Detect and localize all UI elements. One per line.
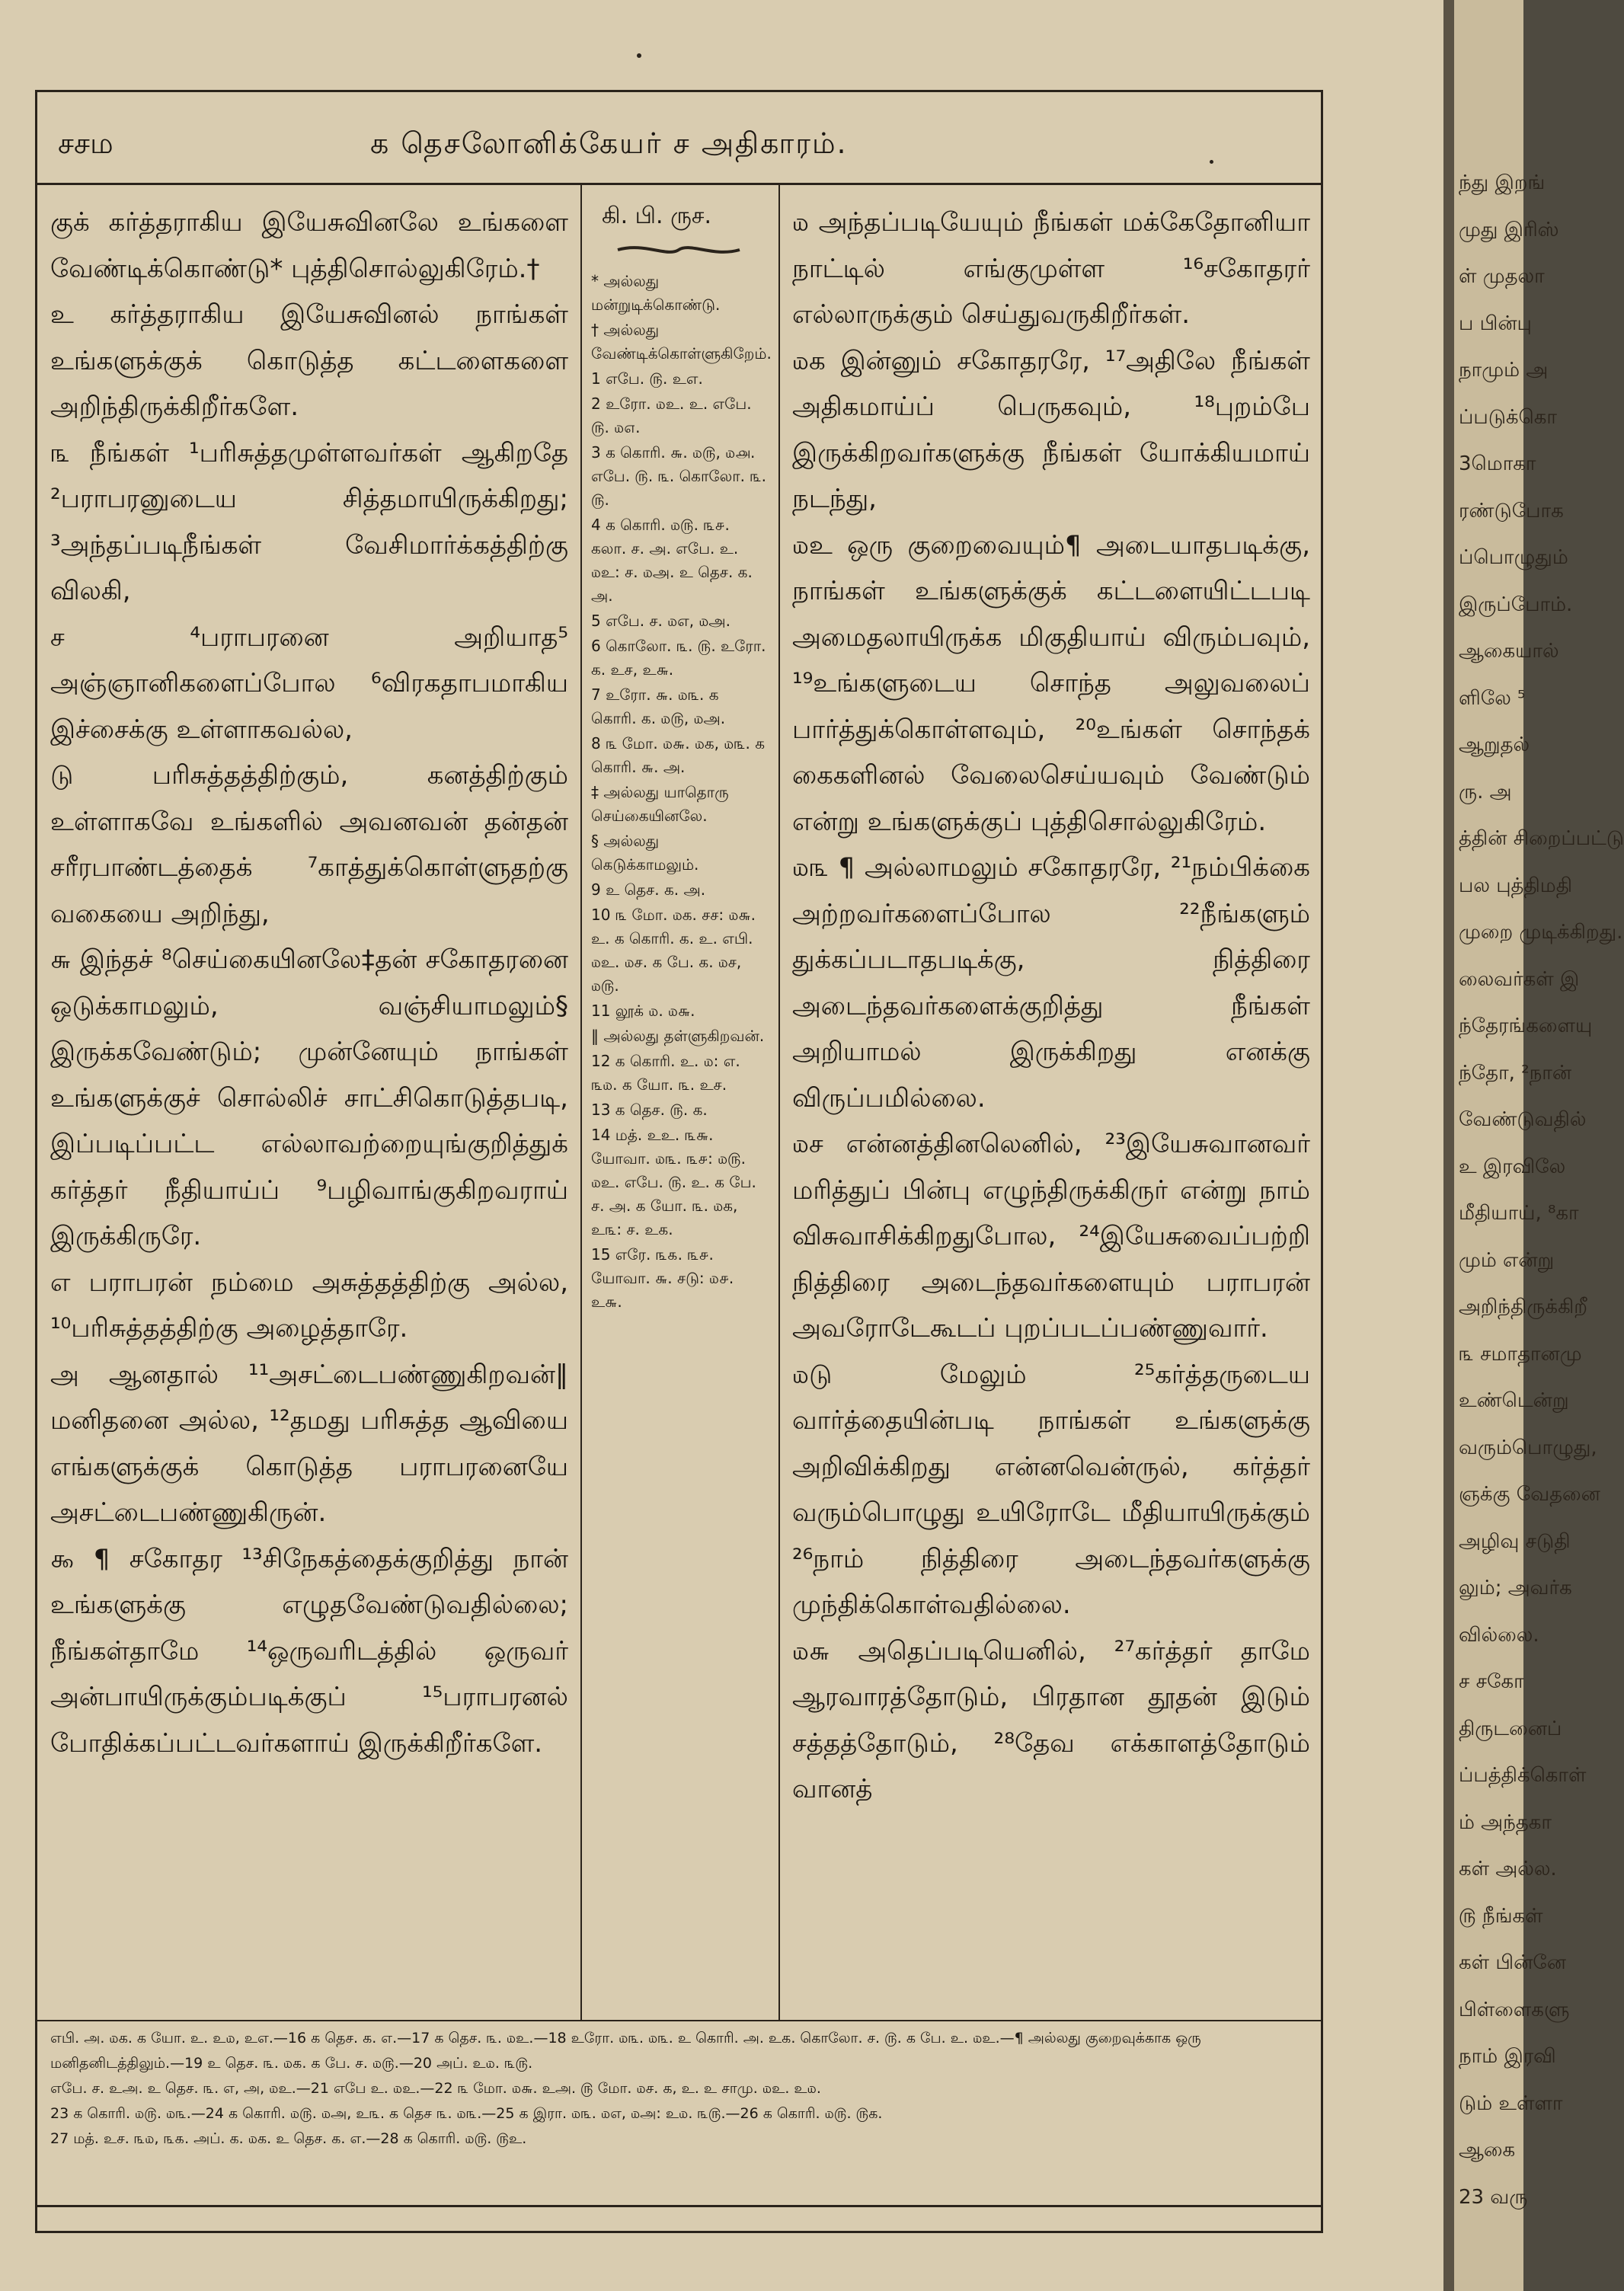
adjacent-page-text: அழிவு சடுதி — [1459, 1529, 1571, 1553]
adjacent-page-text: ந்து இறங் — [1459, 171, 1546, 194]
cross-reference: 9 உ தெச. க. அ. — [591, 880, 706, 899]
cross-reference: ‖ அல்லது தள்ளுகிறவன். — [591, 1027, 765, 1045]
adjacent-page-text: 3மொகா — [1459, 452, 1536, 475]
column-divider-right — [778, 184, 780, 2020]
verse: ௰ச என்னத்தினலெனில், ²³இயேசுவானவர் மரித்துப் பின்பு எழுந்திருக்கிருர் என்று நாம் விசுவாசிக்கிறதுபோல, ²⁴இயேசுவைப்பற்றி நித்திரை அடைந்தவர்களையும் பராபரன் அவரோடேகூடப் புறப்படப்பண்ணுவார். — [792, 1129, 1310, 1344]
print-speck — [637, 53, 641, 58]
column-divider-left — [580, 184, 582, 2020]
cross-reference: 2 உரோ. ௰உ. உ. எபே. ௫. ௰௭. — [591, 395, 752, 436]
adjacent-page-text: 23 வரு — [1459, 2185, 1528, 2209]
adjacent-page-edge — [1443, 0, 1624, 2291]
adjacent-page-text: இருப்போம். — [1459, 593, 1573, 616]
adjacent-page-text: ஆறுதல் — [1459, 733, 1530, 756]
cross-reference: 14 மத். உஉ. ௩௬. யோவா. ௰௩. ௩௪: ௰௫. ௰உ. எபே. ௫. உ. க பே. ச. அ. க யோ. ௩. ௰க, உ௩: ச. உக. — [591, 1126, 756, 1238]
adjacent-page-text: அறிந்திருக்கிறீ — [1459, 1296, 1587, 1318]
verse: ௯ ¶ சகோதர ¹³சிநேகத்தைக்குறித்து நான் உங்களுக்கு எழுதவேண்டுவதில்லை; நீங்கள்தாமே ¹⁴ஒருவரிடத்தில் ஒருவர் அன்பாயிருக்கும்படிக்குப் ¹⁵பராபரனல் போதிக்கப்பட்டவர்களாய் இருக்கிறீர்களே. — [50, 1543, 568, 1759]
adjacent-page-text: ந்தோ, ²நான் — [1459, 1061, 1572, 1085]
adjacent-page-text: உ இரவிலே — [1459, 1155, 1566, 1178]
adjacent-page-text: உண்டென்று — [1459, 1389, 1569, 1412]
verse: எ பராபரன் நம்மை அசுத்தத்திற்கு அல்ல, ¹⁰பரிசுத்தத்திற்கு அழைத்தாரே. — [50, 1267, 568, 1344]
adjacent-page-text: ஞக்கு வேதனை — [1459, 1483, 1600, 1506]
adjacent-page-text: ப்படுக்கொ — [1459, 405, 1557, 429]
adjacent-page-text: ஆகையால் — [1459, 640, 1559, 663]
adjacent-page-text: லும்; அவர்க — [1459, 1577, 1572, 1599]
adjacent-page-text: மும் என்று — [1459, 1248, 1555, 1272]
adjacent-page-text: ச சகோ — [1459, 1670, 1524, 1693]
adjacent-page-text: ரண்டுபோக — [1459, 499, 1564, 522]
right-text-column — [792, 200, 1310, 1813]
cross-reference: ‡ அல்லது யாதொரு செய்கையினலே. — [591, 783, 729, 825]
adjacent-page-text: நாமும் அ — [1459, 359, 1549, 382]
adjacent-page-text: ௩ சமாதானமு — [1459, 1342, 1582, 1366]
adjacent-page-text: மீதியாய், ⁸கா — [1459, 1202, 1579, 1225]
running-header — [35, 114, 1322, 183]
adjacent-page-text: த்தின் சிறைப்பட்டு — [1459, 827, 1624, 850]
bottom-rule — [35, 2205, 1322, 2207]
adjacent-page-text: நாம் இரவி — [1459, 2045, 1556, 2068]
cross-reference: 15 எரே. ௩௧. ௩௪. யோவா. ௬. சடு: ௰௪. உ௬. — [591, 1245, 734, 1311]
adjacent-page-text: வரும்பொழுது, — [1459, 1436, 1597, 1459]
verse: ச ⁴பராபரனை அறியாத⁵ அஞ்ஞானிகளைப்போல ⁶விரகதாபமாகிய இச்சைக்கு உள்ளாகவல்ல, — [50, 621, 568, 745]
cross-reference: 1 எபே. ௫. உஎ. — [591, 369, 703, 388]
adjacent-page-text: ஆகை — [1459, 2139, 1516, 2162]
verse: ௰உ ஒரு குறைவையும்¶ அடையாதபடிக்கு, நாங்கள் உங்களுக்குக் கட்டளையிட்டபடி அமைதலாயிருக்க மிகுதியாய் விரும்பவும், ¹⁹உங்களுடைய சொந்த அலுவலைப் பார்த்துக்கொள்ளவும், ²⁰உங்கள் சொந்தக் கைகளினல் வேலைசெய்யவும் வேண்டும் என்று உங்களுக்குப் புத்திசொல்லுகிரேம். — [792, 529, 1310, 837]
verse: ௰டு மேலும் ²⁵கர்த்தருடைய வார்த்தையின்படி நாங்கள் உங்களுக்கு அறிவிக்கிறது என்னவென்ருல், கர்த்தர் வரும்பொழுது உயிரோடே மீதியாயிருக்கும் ²⁶நாம் நித்திரை அடைந்தவர்களுக்கு முந்திக்கொள்வதில்லை. — [792, 1359, 1310, 1620]
adjacent-page-text: ளிலே ⁵ — [1459, 686, 1526, 710]
footnote-line: 23 க கொரி. ௰௫. ௰௩.—24 க கொரி. ௰௫. ௰அ, உ௩. க தெச ௩. ௰௩.—25 க இரா. ௰௩. ௰எ, ௰அ: உ௰. ௩௫.—26 க கொரி. ௰௫. ௫க. — [50, 2105, 883, 2122]
verse: ௬ இந்தச் ⁸செய்கையினலே‡தன் சகோதரனை ஒடுக்காமலும், வஞ்சியாமலும்§ இருக்கவேண்டும்; முன்னேயும் நாங்கள் உங்களுக்குச் சொல்லிச் சாட்சிகொடுத்தபடி, இப்படிப்பட்ட எல்லாவற்றையுங்குறித்துக் கர்த்தர் நீதியாய்ப் ⁹பழிவாங்குகிறவராய் இருக்கிருரே. — [50, 944, 568, 1251]
adjacent-page-text: ள் முதலா — [1459, 265, 1545, 288]
adjacent-page-text: லைவர்கள் இ — [1459, 967, 1580, 991]
adjacent-page-text: ப்பொழுதும் — [1459, 546, 1568, 569]
footnote-line: எபே. ச. உஅ. உ தெச. ௩. எ, அ, ௰உ.—21 எபே உ. ௰உ.—22 ௩ மோ. ௰௬. உஅ. ௫ மோ. ௰ச. க, உ. உ சாமு. ௰உ. உ௰. — [50, 2080, 821, 2097]
adjacent-page-text: முது இரிஸ் — [1459, 218, 1559, 241]
adjacent-page-text: முறை முடிக்கிறது. — [1459, 921, 1623, 944]
cross-reference: 7 உரோ. ௬. ௰௩. க கொரி. க. ௰௫, ௰அ. — [591, 685, 726, 727]
cross-reference: * அல்லது மன்றுடிக்கொண்டு. — [591, 272, 721, 314]
adjacent-page-text: ம் அந்தகா — [1459, 1810, 1552, 1834]
cross-reference: 8 ௩ மோ. ௰௬. ௰க, ௰௩. க கொரி. ௬. அ. — [591, 734, 766, 776]
cross-reference-column — [591, 200, 772, 1315]
cross-reference: § அல்லது கெடுக்காமலும். — [591, 832, 699, 874]
adjacent-page-text: கள் அல்ல. — [1459, 1858, 1557, 1880]
verse: ௰ அந்தப்படியேயும் நீங்கள் மக்கேதோனியா நாட்டில் எங்குமுள்ள ¹⁶சகோதரர் எல்லாருக்கும் செய்துவருகிறீர்கள். — [792, 207, 1310, 330]
verse: டு பரிசுத்தத்திற்கும், கனத்திற்கும் உள்ளாகவே உங்களில் அவனவன் தன்தன் சரீரபாண்டத்தைக் ⁷காத்துக்கொள்ளுதற்கு வகையை அறிந்து, — [50, 760, 568, 929]
adjacent-page-text: திருடனைப் — [1459, 1717, 1562, 1740]
adjacent-page-text: டும் உள்ளா — [1459, 2091, 1563, 2115]
verse: உ கர்த்தராகிய இயேசுவினல் நாங்கள் உங்களுக்குக் கொடுத்த கட்டளைகளை அறிந்திருக்கிறீர்களே. — [50, 299, 568, 422]
footnotes — [50, 2026, 1315, 2152]
ornament-rule — [614, 241, 743, 259]
cross-reference: 13 க தெச. ௫. க. — [591, 1101, 708, 1119]
adjacent-page-text: ரு. அ — [1459, 780, 1512, 804]
left-text-column — [50, 200, 568, 1766]
date-heading: கி. பி. ருச. — [602, 203, 712, 229]
verse: ௰௩ ¶ அல்லாமலும் சகோதரரே, ²¹நம்பிக்கை அற்றவர்களைப்போல ²²நீங்களும் துக்கப்படாதபடிக்கு, நித்திரை அடைந்தவர்களைக்குறித்து நீங்கள் அறியாமல் இருக்கிறது எனக்கு விருப்பமில்லை. — [792, 852, 1310, 1114]
adjacent-page-text: வேண்டுவதில் — [1459, 1108, 1587, 1131]
cross-reference: 4 க கொரி. ௰௫. ௩௪. கலா. ச. அ. எபே. உ. ௰உ: ச. ௰அ. உ தெச. க. அ. — [591, 516, 753, 605]
cross-reference: 10 ௩ மோ. ௰க. சச: ௰௬. உ. க கொரி. க. உ. எபி. ௰உ. ௰ச. க பே. க. ௰ச, ௰௫. — [591, 906, 756, 995]
adjacent-page-text: பல புத்திமதி — [1459, 874, 1573, 897]
footnote-line: 27 மத். உச. ௩௰, ௩௧. அப். க. ௰க. உ தெச. க. எ.—28 க கொரி. ௰௫. ௫உ. — [50, 2130, 527, 2147]
header-rule — [35, 183, 1322, 185]
cross-reference: 12 க கொரி. உ. ௰: எ. ௩௰. க யோ. ௩. உச. — [591, 1052, 740, 1094]
adjacent-page-text: வில்லை. — [1459, 1623, 1539, 1647]
verse: ௰க இன்னும் சகோதரரே, ¹⁷அதிலே நீங்கள் அதிகமாய்ப் பெருகவும், ¹⁸புறம்பே இருக்கிறவர்களுக்கு நீங்கள் யோக்கியமாய் நடந்து, — [792, 345, 1310, 514]
adjacent-page-text: ப பின்பு — [1459, 312, 1532, 335]
cross-reference: † அல்லது வேண்டிக்கொள்ளுகிறேம். — [591, 321, 772, 363]
adjacent-page-text: கள் பின்னே — [1459, 1951, 1566, 1974]
page-title: க தெசலோனிக்கேயர் ச அதிகாரம். — [370, 126, 848, 160]
cross-reference: 11 லூக் ௰. ௰௬. — [591, 1002, 695, 1020]
verse: அ ஆனதால் ¹¹அசட்டைபண்ணுகிறவன்‖ மனிதனை அல்ல, ¹²தமது பரிசுத்த ஆவியை எங்களுக்குக் கொடுத்த பராபரனையே அசட்டைபண்ணுகிருன். — [50, 1359, 568, 1528]
verse: ௰௬ அதெப்படியெனில், ²⁷கர்த்தர் தாமே ஆரவாரத்தோடும், பிரதான தூதன் இடும் சத்தத்தோடும், ²⁸தேவ எக்காளத்தோடும் வானத் — [792, 1635, 1310, 1804]
adjacent-page-text: ௫ நீங்கள் — [1459, 1904, 1543, 1928]
cross-reference: 5 எபே. ச. ௰எ, ௰அ. — [591, 612, 730, 630]
adjacent-page-text: ந்தேரங்களையு — [1459, 1014, 1593, 1037]
verse: ௩ நீங்கள் ¹பரிசுத்தமுள்ளவர்கள் ஆகிறதே ²பராபரனுடைய சித்தமாயிருக்கிறது; ³அந்தப்படிநீங்கள் வேசிமார்க்கத்திற்கு விலகி, — [50, 437, 568, 606]
cross-reference: 6 கொலோ. ௩. ௫. உரோ. க. உச, உ௬. — [591, 637, 766, 679]
adjacent-page-text: பிள்ளைகளு — [1459, 1998, 1570, 2021]
adjacent-page-text: ப்பத்திக்கொள் — [1459, 1764, 1587, 1787]
verse: குக் கர்த்தராகிய இயேசுவினலே உங்களை வேண்டிக்கொண்டு* புத்திசொல்லுகிரேம்.† — [50, 207, 568, 284]
footnote-rule — [35, 2020, 1322, 2021]
footnote-line: எபி. அ. ௰க. க யோ. உ. உ௰, உஎ.—16 க தெச. க. எ.—17 க தெச. ௩. ௰உ.—18 உரோ. ௰௩. ௰௩. உ கொரி. அ. உக. கொலோ. ச. ௫. க பே. உ. ௰உ.—¶ அல்லது குறைவுக்காக ஒரு மனிதனிடத்திலும்.—19 உ தெச. ௩. ௰க. க பே. ச. ௰௫.—20 அப். உ௰. ௩௫. — [50, 2030, 1201, 2072]
cross-reference: 3 க கொரி. ௬. ௰௫, ௰௮. எபே. ௫. ௩. கொலோ. ௩. ௫. — [591, 443, 766, 509]
page-number: சசம — [58, 126, 113, 160]
